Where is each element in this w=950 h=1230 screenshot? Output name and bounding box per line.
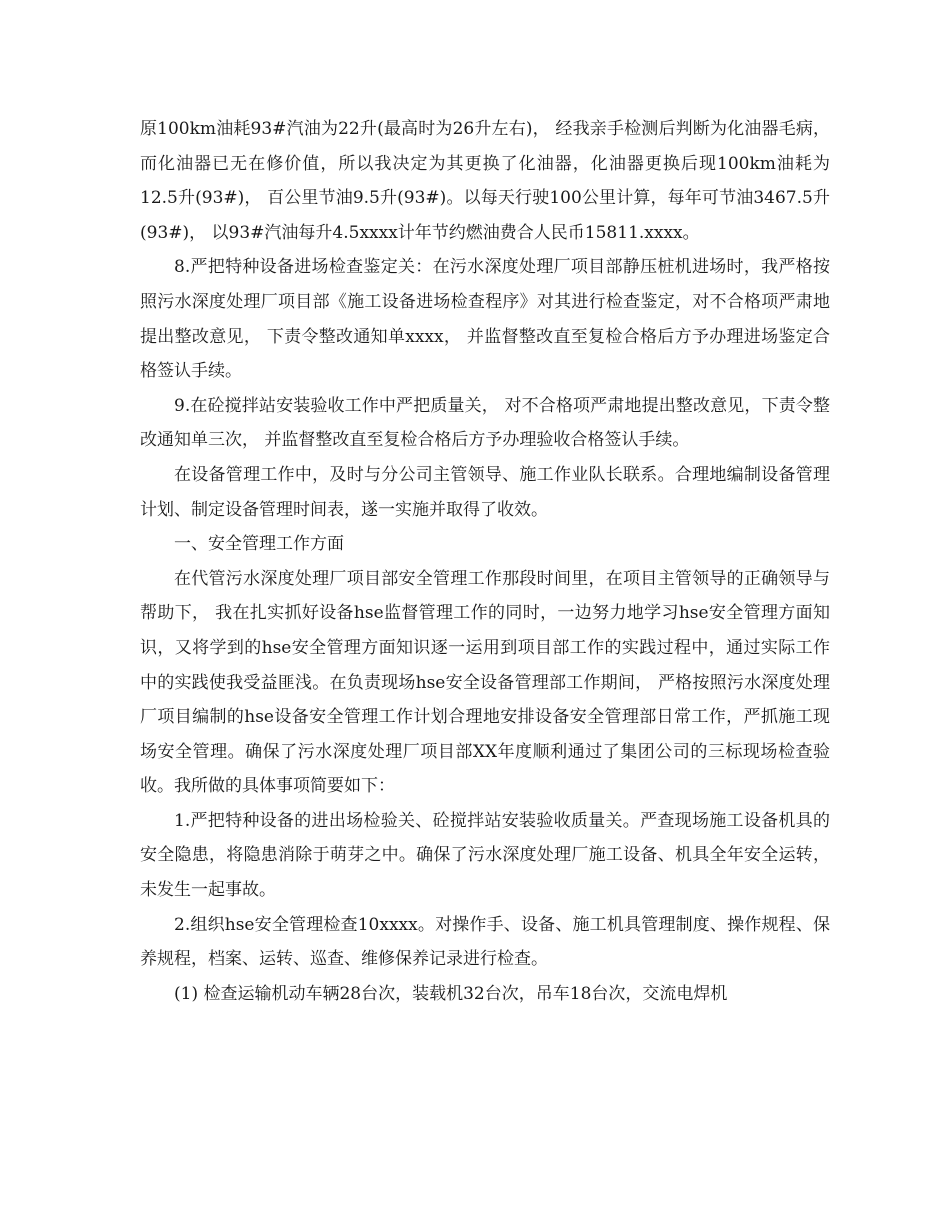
paragraph-equipment-management: 在设备管理工作中，及时与分公司主管领导、施工作业队长联系。合理地编制设备管理计划、制定设备管理时间表，遂一实施并取得了收效。	[140, 464, 830, 520]
paragraph-safety-subitem-1: (1) 检查运输机动车辆28台次，装载机32台次，吊车18台次，交流电焊机	[174, 983, 728, 1004]
paragraph-safety-item-2: 2.组织hse安全管理检查10xxxx。对操作手、设备、施工机具管理制度、操作规程、保养规程，档案、运转、巡查、维修保养记录进行检查。	[140, 914, 830, 970]
document-page	[140, 112, 830, 1011]
paragraph-item-8: 8.严把特种设备进场检查鉴定关：在污水深度处理厂项目部静压桩机进场时，我严格按照污水深度处理厂项目部《施工设备进场检查程序》对其进行检查鉴定，对不合格项严肃地提出整改意见， 下责令整改通知单xxxx， 并监督整改直至复检合格后方予办理进场鉴定合格签认手续。	[140, 257, 830, 382]
section-heading-safety: 一、安全管理工作方面	[174, 534, 344, 555]
paragraph-fuel-saving: 原100km油耗93#汽油为22升(最高时为26升左右)， 经我亲手检测后判断为化油器毛病，而化油器已无在修价值，所以我决定为其更换了化油器，化油器更换后现100km油耗为12.5升(93#)， 百公里节油9.5升(93#)。以每天行驶100公里计算，每年可节油3467.5升(93#)， 以93#汽油每升4.5xxxx计年节约燃油费合人民币15811.xxxx。	[140, 119, 830, 243]
paragraph-safety-item-1: 1.严把特种设备的进出场检验关、砼搅拌站安装验收质量关。严查现场施工设备机具的安全隐患，将隐患消除于萌芽之中。确保了污水深度处理厂施工设备、机具全年安全运转，未发生一起事故。	[140, 810, 830, 901]
paragraph-safety-overview: 在代管污水深度处理厂项目部安全管理工作那段时间里，在项目主管领导的正确领导与帮助下， 我在扎实抓好设备hse监督管理工作的同时，一边努力地学习hse安全管理方面知识，又将学到的hse安全管理方面知识逐一运用到项目部工作的实践过程中，通过实际工作中的实践使我受益匪浅。在负责现场hse安全设备管理部工作期间， 严格按照污水深度处理厂项目编制的hse设备安全管理工作计划合理地安排设备安全管理部日常工作，严抓施工现场安全管理。确保了污水深度处理厂项目部XX年度顺利通过了集团公司的三标现场检查验收。我所做的具体事项简要如下：	[140, 568, 830, 797]
paragraph-item-9: 9.在砼搅拌站安装验收工作中严把质量关， 对不合格项严肃地提出整改意见，下责令整改通知单三次， 并监督整改直至复检合格后方予办理验收合格签认手续。	[140, 395, 830, 451]
